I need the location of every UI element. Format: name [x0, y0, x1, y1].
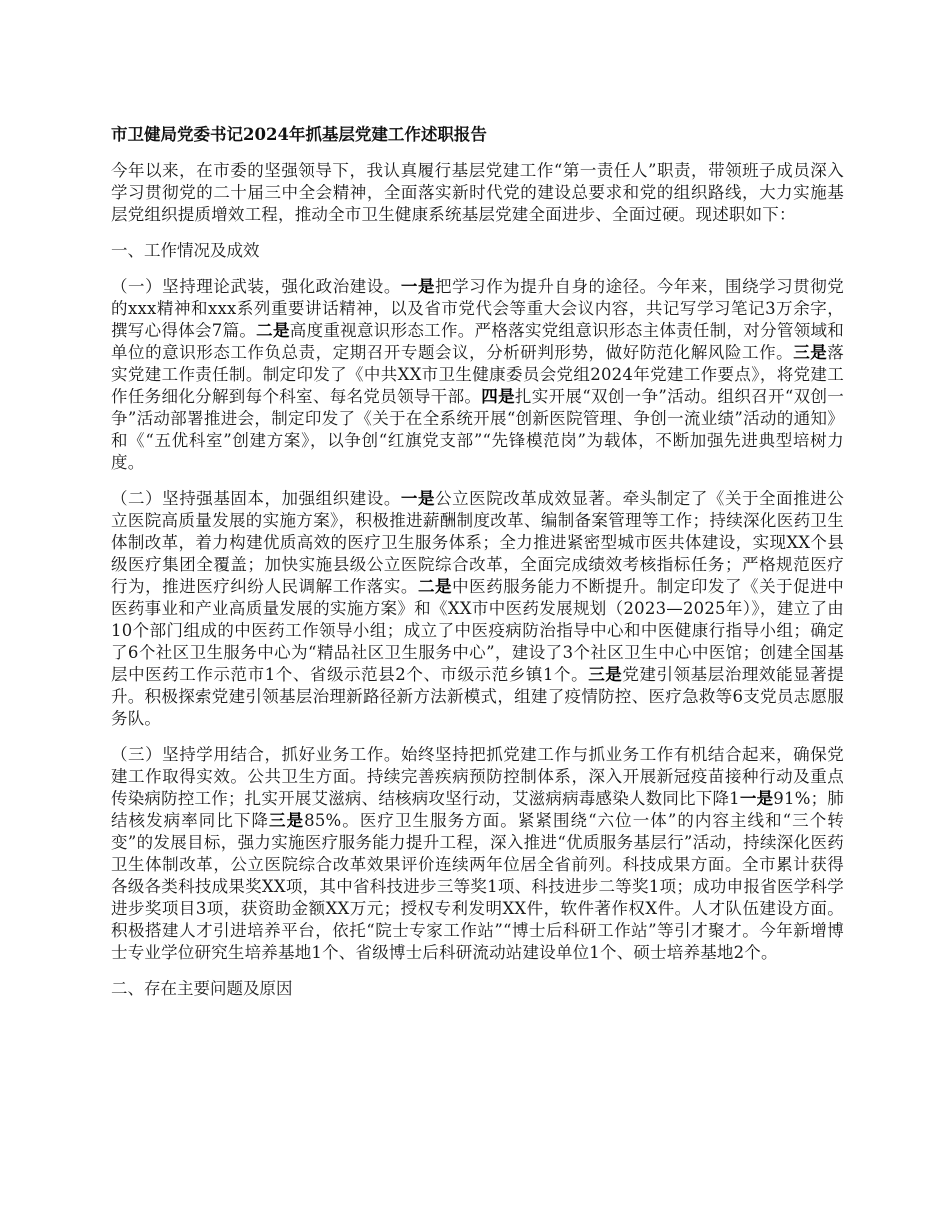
- bold-marker: 二是: [417, 577, 453, 596]
- text-segment: 91%；肺结核发病率同比下降: [111, 789, 844, 830]
- text-segment: 中医药服务能力不断提升。制定印发了《关于促进中医药事业和产业高质量发展的实施方案》和《XX市中医药发展规划（2023—2025年）》，建立了由10个部门组成的中医药工作领导小组；成立了中医疫病防治指导中心和中医健康行指导小组；确定了6个社区卫生服务中心为“精品社区卫生服务中心”，建设了3个社区卫生中心中医馆；创建全国基层中医药工作示范市1个、省级示范县2个、市级示范乡镇1个。: [111, 577, 844, 684]
- bold-marker: 二是: [256, 321, 290, 340]
- text-segment: （二）坚持强基固本，加强组织建设。: [111, 489, 401, 508]
- document-page: [111, 124, 844, 1014]
- document-title: 市卫健局党委书记2024年抓基层党建工作述职报告: [111, 125, 487, 144]
- bold-marker: 三是: [793, 343, 828, 362]
- paragraph-business-work: [111, 744, 844, 964]
- text-segment: 85%。医疗卫生服务方面。紧紧围绕“六位一体”的内容主线和“三个转变”的发展目标，强力实施医疗服务能力提升工程，深入推进“优质服务基层行”活动，持续深化医药卫生体制改革，公立医院综合改革效果评价连续两年位居全省前列。科技成果方面。全市累计获得各级各类科技成果奖XX项，其中省科技进步三等奖1项、科技进步二等奖1项；成功申报省医学科学进步奖项目3项，获资助金额XX万元；授权专利发明XX件，软件著作权X件。人才队伍建设方面。积极搭建人才引进培养平台，依托“院士专家工作站”“博士后科研工作站”等引才聚才。今年新增博士专业学位研究生培养基地1个、省级博士后科研流动站建设单位1个、硕士培养基地2个。: [111, 811, 844, 962]
- bold-marker: 一是: [400, 489, 436, 508]
- section-heading-work-results: 一、工作情况及成效: [111, 241, 260, 260]
- text-segment: 公立医院改革成效显著。牵头制定了《关于全面推进公立医院高质量发展的实施方案》，积极推进薪酬制度改革、编制备案管理等工作；持续深化医药卫生体制改革，着力构建优质高效的医疗卫生服务体系；全力推进紧密型城市医共体建设，实现XX个县级医疗集团全覆盖；加快实施县级公立医院综合改革，全面完成绩效考核指标任务；严格规范医疗行为，推进医疗纠纷人民调解工作落实。: [111, 489, 844, 596]
- text-segment: 落实党建工作责任制。制定印发了《中共XX市卫生健康委员会党组2024年党建工作要点》，将党建工作任务细化分解到每个科室、每名党员领导干部。: [111, 343, 844, 406]
- text-segment: （一）坚持理论武装，强化政治建设。: [111, 277, 401, 296]
- bold-marker: 一是: [739, 789, 774, 808]
- bold-marker: 三是: [269, 811, 305, 830]
- text-segment: 高度重视意识形态工作。严格落实党组意识形态主体责任制，对分管领域和单位的意识形态工作负总责，定期召开专题会议，分析研判形势，做好防范化解风险工作。: [111, 321, 844, 362]
- bold-marker: 四是: [481, 387, 515, 406]
- text-segment: 把学习作为提升自身的途径。今年来，围绕学习贯彻党的xxx精神和xxx系列重要讲话精神，以及省市党代会等重大会议内容，共记写学习笔记3万余字，撰写心得体会7篇。: [111, 277, 844, 340]
- section-heading-problems: 二、存在主要问题及原因: [111, 979, 293, 998]
- paragraph-organization-building: [111, 488, 844, 730]
- text-segment: （三）坚持学用结合，抓好业务工作。始终坚持把抓党建工作与抓业务工作有机结合起来，确保党建工作取得实效。公共卫生方面。持续完善疾病预防控制体系，深入开展新冠疫苗接种行动及重点传染病防控工作；扎实开展艾滋病、结核病攻坚行动，艾滋病病毒感染人数同比下降1: [111, 745, 844, 808]
- intro-paragraph: 今年以来，在市委的坚强领导下，我认真履行基层党建工作“第一责任人”职责，带领班子成员深入学习贯彻党的二十届三中全会精神，全面落实新时代党的建设总要求和党的组织路线，大力实施基层党组织提质增效工程，推动全市卫生健康系统基层党建全面进步、全面过硬。现述职如下：: [111, 161, 844, 224]
- paragraph-political-building: [111, 276, 844, 474]
- bold-marker: 三是: [588, 665, 623, 684]
- text-segment: 扎实开展“双创一争”活动。组织召开“双创一争”活动部署推进会，制定印发了《关于在全系统开展“创新医院管理、争创一流业绩”活动的通知》和《“五优科室”创建方案》，以争创“红旗党支部”“先锋模范岗”为载体，不断加强先进典型培树力度。: [111, 387, 845, 472]
- bold-marker: 一是: [400, 277, 436, 296]
- text-segment: 党建引领基层治理效能显著提升。积极探索党建引领基层治理新路径新方法新模式，组建了疫情防控、医疗急救等6支党员志愿服务队。: [111, 665, 844, 728]
